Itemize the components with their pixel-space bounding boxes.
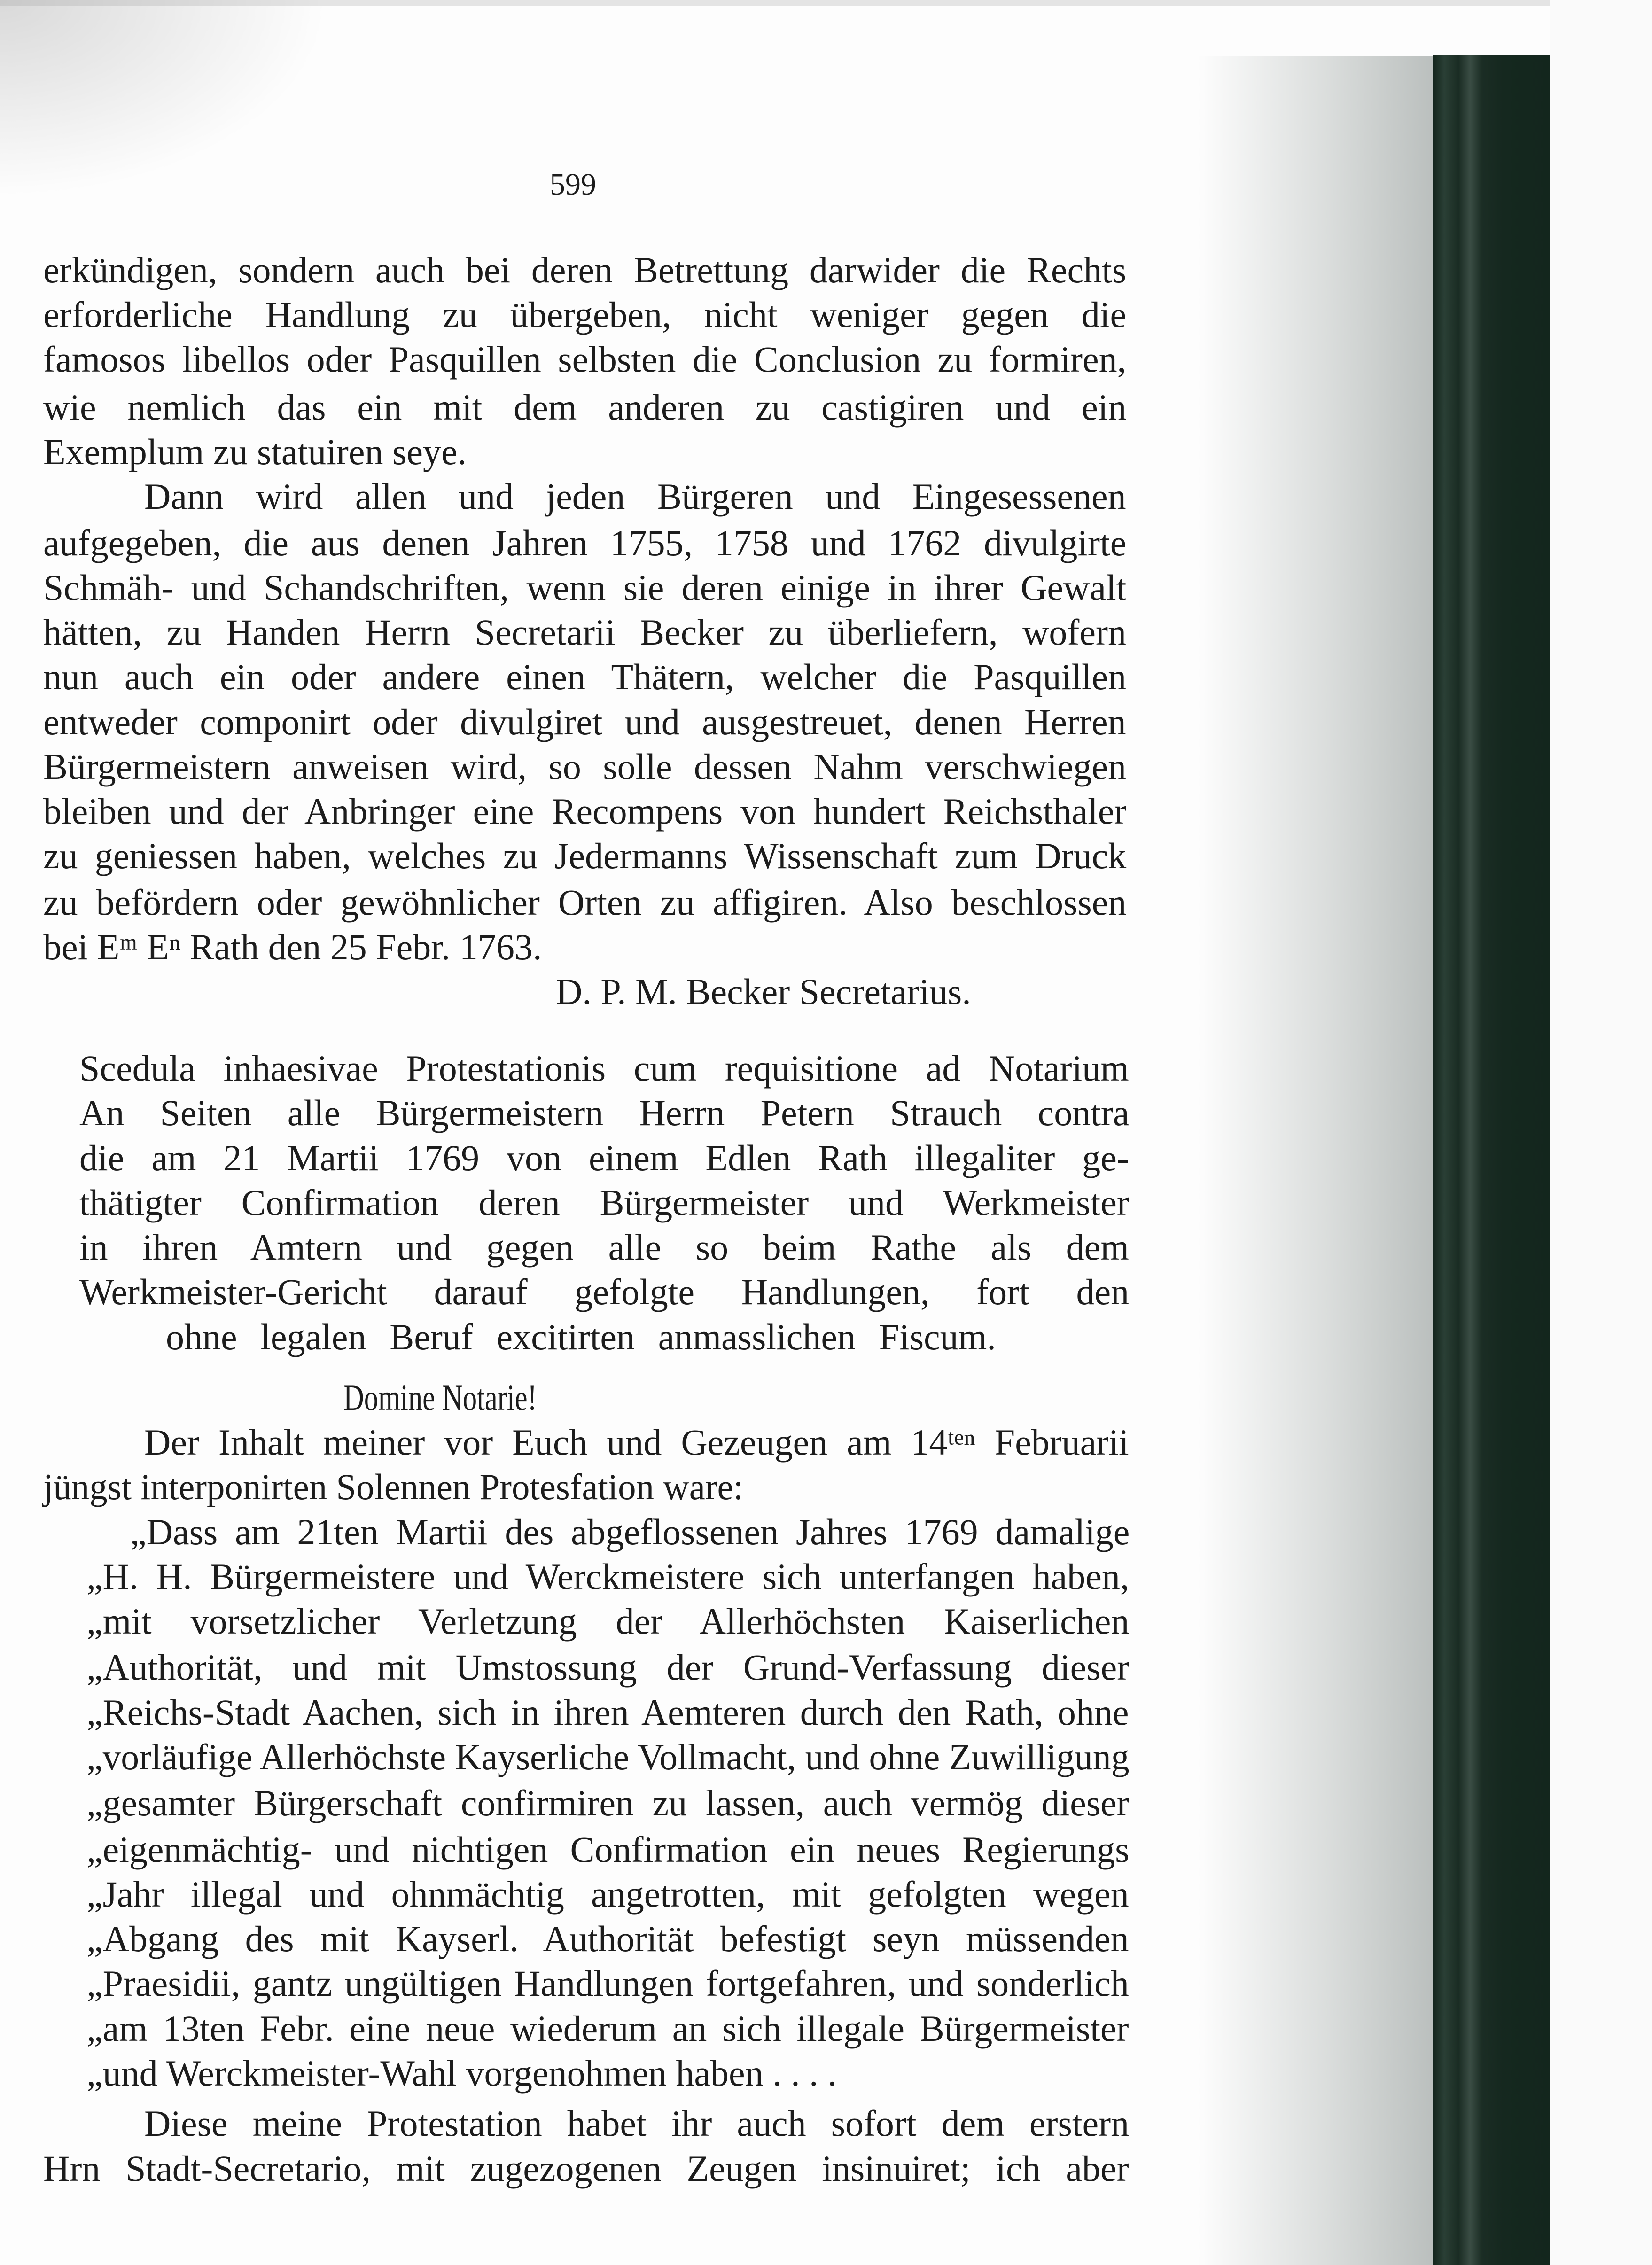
text-line: hätten, zu Handen Herrn Secretarii Becker zu überliefern, wofern xyxy=(43,612,1126,653)
text-line: Der Inhalt meiner vor Euch und Gezeugen am 14ᵗᵉⁿ Februarii xyxy=(144,1422,1129,1463)
text-line: Bürgermeistern anweisen wird, so solle dessen Nahm verschwiegen xyxy=(43,746,1127,787)
heading-line: die am 21 Martii 1769 von einem Edlen Rath illegaliter ge- xyxy=(79,1137,1129,1178)
text-line: „Abgang des mit Kayserl. Authorität befestigt seyn müssenden xyxy=(86,1918,1129,1959)
scan-corner-shadow xyxy=(0,0,329,197)
text-line: „Jahr illegal und ohnmächtig angetrotten, mit gefolgten wegen xyxy=(86,1874,1129,1915)
book-spine xyxy=(1433,55,1550,2265)
text-line: jüngst interponirten Solennen Protesfation ware: xyxy=(43,1466,743,1507)
heading-line: Werkmeister-Gericht darauf gefolgte Handlungen, fort den xyxy=(79,1271,1130,1312)
page-number: 599 xyxy=(550,167,596,202)
heading-line: Scedula inhaesivae Protestationis cum requisitione ad Notarium xyxy=(79,1048,1129,1089)
text-line: Exemplum zu statuiren seye. xyxy=(43,431,467,472)
text-line: erkündigen, sondern auch bei deren Betrettung darwider die Rechts xyxy=(43,249,1127,290)
text-line: Schmäh- und Schandschriften, wenn sie deren einige in ihrer Gewalt xyxy=(43,567,1127,608)
page-gutter-shadow xyxy=(1198,56,1433,2265)
text-line: „gesamter Bürgerschaft confirmiren zu lassen, auch vermög dieser xyxy=(86,1782,1129,1823)
text-line: bleiben und der Anbringer eine Recompens von hundert Reichsthaler xyxy=(43,791,1127,832)
signature-line: D. P. M. Becker Secretarius. xyxy=(556,971,971,1012)
text-line: wie nemlich das ein mit dem anderen zu castigiren und ein xyxy=(43,387,1127,428)
text-line: aufgegeben, die aus denen Jahren 1755, 1758 und 1762 divulgirte xyxy=(43,522,1127,563)
text-line: Hrn Stadt-Secretario, mit zugezogenen Zeugen insinuiret; ich aber xyxy=(43,2148,1129,2189)
text-line: „am 13ten Febr. eine neue wiederum an sich illegale Bürgermeister xyxy=(86,2008,1129,2049)
text-line: nun auch ein oder andere einen Thätern, welcher die Pasquillen xyxy=(43,656,1127,697)
salutation: Domine Notarie! xyxy=(343,1377,537,1418)
text-line: „Dass am 21ten Martii des abgeflossenen Jahres 1769 damalige xyxy=(130,1511,1130,1552)
text-line: erforderliche Handlung zu übergeben, nicht weniger gegen die xyxy=(43,294,1127,335)
text-line: „eigenmächtig- und nichtigen Confirmation ein neues Regierungs xyxy=(86,1829,1130,1870)
text-line: „H. H. Bürgermeistere und Werckmeistere sich unterfangen haben, xyxy=(86,1556,1130,1597)
heading-line: An Seiten alle Bürgermeistern Herrn Petern Strauch contra xyxy=(79,1092,1130,1133)
text-line: zu geniessen haben, welches zu Jedermanns Wissenschaft zum Druck xyxy=(43,835,1127,876)
heading-line: in ihren Amtern und gegen alle so beim Rathe als dem xyxy=(79,1227,1129,1268)
text-line: „Authorität, und mit Umstossung der Grund-Verfassung dieser xyxy=(86,1647,1130,1688)
text-line: „Praesidii, gantz ungültigen Handlungen fortgefahren, und sonderlich xyxy=(86,1963,1129,2004)
text-line: „und Werckmeister-Wahl vorgenohmen haben . . . . xyxy=(86,2053,837,2094)
heading-line: ohne legalen Beruf excitirten anmasslichen Fiscum. xyxy=(166,1316,996,1357)
text-line: „vorläufige Allerhöchste Kayserliche Vollmacht, und ohne Zuwilligung xyxy=(86,1736,1130,1777)
text-line: famosos libellos oder Pasquillen selbsten die Conclusion zu formiren, xyxy=(43,339,1127,380)
scan-right-margin xyxy=(1550,0,1652,2265)
text-line: „mit vorsetzlicher Verletzung der Allerhöchsten Kaiserlichen xyxy=(86,1601,1130,1642)
text-line: zu befördern oder gewöhnlicher Orten zu affigiren. Also beschlossen xyxy=(43,882,1127,923)
text-line: „Reichs-Stadt Aachen, sich in ihren Aemteren durch den Rath, ohne xyxy=(86,1692,1129,1733)
heading-line: thätigter Confirmation deren Bürgermeister und Werkmeister xyxy=(79,1182,1129,1223)
text-line: entweder componirt oder divulgiret und ausgestreuet, denen Herren xyxy=(43,701,1126,742)
text-line: bei Eᵐ Eⁿ Rath den 25 Febr. 1763. xyxy=(43,926,542,967)
text-line: Dann wird allen und jeden Bürgeren und Eingesessenen xyxy=(144,476,1126,517)
text-line: Diese meine Protestation habet ihr auch sofort dem erstern xyxy=(144,2103,1130,2144)
